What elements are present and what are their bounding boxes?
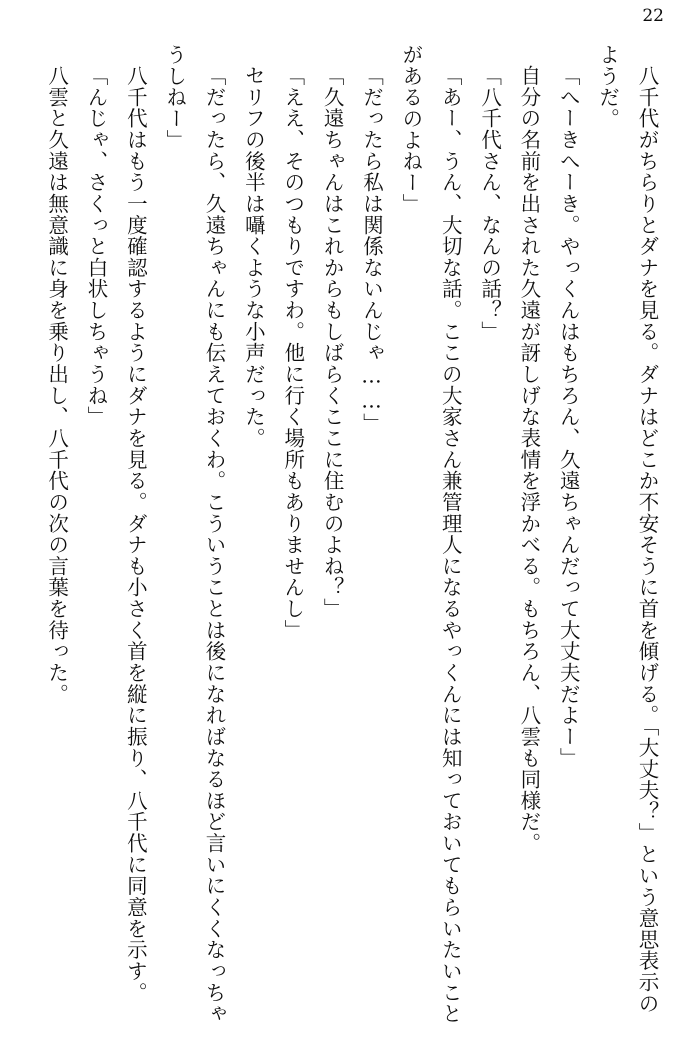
paragraph: セリフの後半は囁くような小声だった。 xyxy=(241,64,266,449)
paragraph: 「八千代さん、なんの話？」 xyxy=(477,64,502,342)
paragraph: 「ええ、そのつもりですわ。他に行く場所もありませんし」 xyxy=(280,64,305,641)
paragraph: 「久遠ちゃんはこれからもしばらくここに住むのよね？」 xyxy=(320,64,345,619)
paragraph: 自分の名前を出された久遠が訝しげな表情を浮かべる。もちろん、八雲も同様だ。 xyxy=(516,64,541,854)
page-text-body xyxy=(24,44,666,1026)
paragraph: 「んじゃ、さくっと白状しちゃうね」 xyxy=(83,64,108,427)
paragraph: 八千代はもう一度確認するようにダナを見る。ダナも小さく首を縦に振り、八千代に同意を示す。 xyxy=(123,64,148,1003)
paragraph: 八千代がちらりとダナを見る。ダナはどこか不安そうに首を傾げる。「大丈夫？」という意思表示のようだ。 xyxy=(595,44,659,1014)
paragraph: 「だったら、久遠ちゃんにも伝えておくわ。こういうことは後になればなるほど言いにくくなっちゃうしねー」 xyxy=(162,44,227,1024)
paragraph: 「あー、うん、大切な話。ここの大家さん兼管理人になるやっくんには知っておいてもらいたいことがあるのよねー」 xyxy=(398,44,463,1024)
paragraph: 「だったら私は関係ないんじゃ……」 xyxy=(359,64,384,434)
paragraph: 「へーきへーき。やっくんはもちろん、久遠ちゃんだって大丈夫だよー」 xyxy=(556,64,581,769)
paragraph: 八雲と久遠は無意識に身を乗り出し、八千代の次の言葉を待った。 xyxy=(44,64,69,705)
page-number: 22 xyxy=(642,6,664,26)
